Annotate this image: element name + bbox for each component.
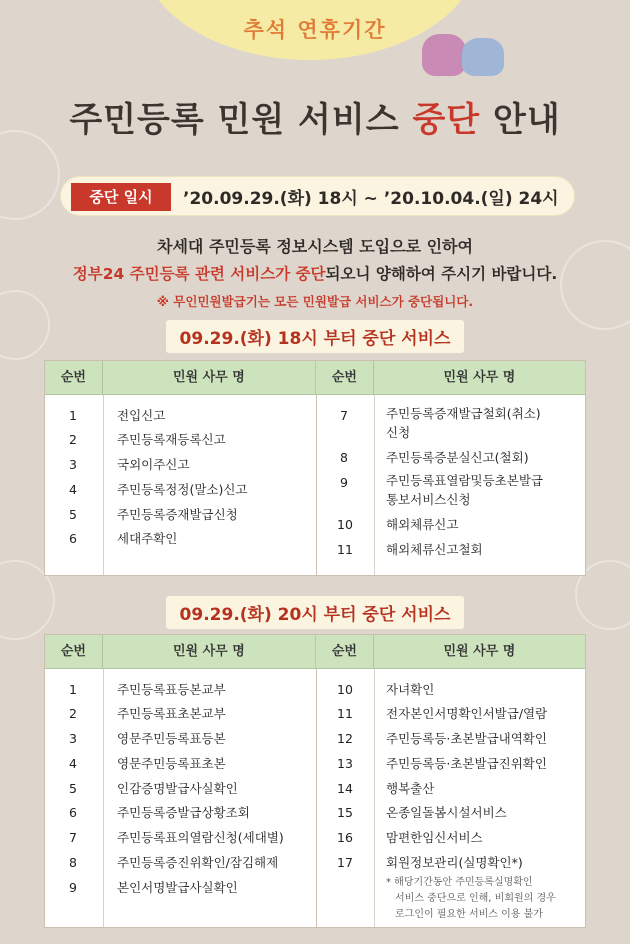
table-header xyxy=(45,361,585,395)
row-name: 주민등록등·초본발급내역확인 xyxy=(386,731,547,746)
row-name: 주민등록표의열람신청(세대별) xyxy=(117,830,284,845)
header-service: 민원 사무 명 xyxy=(103,361,316,394)
header-service: 민원 사무 명 xyxy=(443,644,516,659)
notice-red-text: 정부24 주민등록 관련 서비스가 중단 xyxy=(72,265,326,283)
row-name: 국외이주신고 xyxy=(117,457,190,472)
row-no: 14 xyxy=(337,781,353,796)
col-divider xyxy=(374,669,375,927)
date-label: 중단 일시 xyxy=(71,183,171,211)
date-banner xyxy=(60,176,575,216)
row-no: 3 xyxy=(69,457,77,472)
row-name: 주민등록정정(말소)신고 xyxy=(117,482,248,497)
table-header xyxy=(45,635,585,669)
row-name: 온종일돌봄시설서비스 xyxy=(386,805,507,820)
row-name: 맘편한임신서비스 xyxy=(386,830,483,845)
row-no: 4 xyxy=(69,756,77,771)
row-no: 16 xyxy=(337,830,353,845)
row-name: 주민등록표열람및등초본발급 xyxy=(386,473,543,488)
col-divider xyxy=(103,669,104,927)
header-service: 민원 사무 명 xyxy=(103,635,316,668)
row-no: 7 xyxy=(340,408,348,423)
footnote-line: 서비스 중단으로 인해, 비회원의 경우 xyxy=(395,893,556,904)
page-title xyxy=(0,92,630,141)
footnote-line: 로그인이 필요한 서비스 이용 불가 xyxy=(395,909,543,920)
row-no: 12 xyxy=(337,731,353,746)
section2-table xyxy=(44,634,586,928)
row-no: 9 xyxy=(69,880,77,895)
row-name: 주민등록등·초본발급진위확인 xyxy=(386,756,547,771)
row-name-cont: 통보서비스신청 xyxy=(386,492,471,507)
row-no: 10 xyxy=(337,682,353,697)
row-name: 주민등록표초본교부 xyxy=(117,706,226,721)
header-no: 순번 xyxy=(316,361,374,394)
col-divider xyxy=(374,395,375,575)
date-range: ’20.09.29.(화) 18시 ~ ’20.10.04.(일) 24시 xyxy=(183,189,559,209)
row-no: 1 xyxy=(69,408,77,423)
row-no: 2 xyxy=(69,432,77,447)
row-no: 17 xyxy=(337,855,353,870)
footnote-line: * 해당기간동안 주민등록실명확인 xyxy=(386,877,533,888)
title-part1: 주민등록 민원 서비스 xyxy=(69,100,400,140)
section1-title xyxy=(0,320,630,353)
row-name: 세대주확인 xyxy=(117,531,178,546)
row-name: 주민등록증분실신고(철회) xyxy=(386,450,529,465)
section1-title-text: 09.29.(화) 18시 부터 중단 서비스 xyxy=(166,320,465,353)
title-part2: 안내 xyxy=(492,100,561,140)
row-no: 13 xyxy=(337,756,353,771)
row-name: 영문주민등록표등본 xyxy=(117,731,226,746)
row-name: 주민등록증재발급신청 xyxy=(117,507,238,522)
header-no: 순번 xyxy=(316,635,374,668)
row-name: 전입신고 xyxy=(117,408,166,423)
kiosk-note: ※ 무인민원발급기는 모든 민원발급 서비스가 중단됩니다. xyxy=(156,294,474,309)
row-name: 회원정보관리(실명확인*) xyxy=(386,855,523,870)
title-red-word: 중단 xyxy=(412,100,481,140)
row-no: 3 xyxy=(69,731,77,746)
col-divider xyxy=(103,395,104,575)
row-name: 자녀확인 xyxy=(386,682,435,697)
row-name: 주민등록재등록신고 xyxy=(117,432,226,447)
row-no: 10 xyxy=(337,517,353,532)
row-no: 9 xyxy=(340,475,348,490)
notice-line2 xyxy=(0,262,630,284)
row-name: 주민등록표등본교부 xyxy=(117,682,226,697)
row-name: 해외체류신고철회 xyxy=(386,542,483,557)
holiday-label: 추석 연휴기간 xyxy=(243,18,387,42)
row-no: 7 xyxy=(69,830,77,845)
header-service: 민원 사무 명 xyxy=(443,370,516,385)
col-divider xyxy=(316,669,317,927)
row-name: 주민등록증발급상황조회 xyxy=(117,805,250,820)
row-no: 2 xyxy=(69,706,77,721)
row-no: 6 xyxy=(69,531,77,546)
row-no: 11 xyxy=(337,542,353,557)
section1-table xyxy=(44,360,586,576)
row-no: 1 xyxy=(69,682,77,697)
row-name: 전자본인서명확인서발급/열람 xyxy=(386,706,548,721)
row-no: 5 xyxy=(69,507,77,522)
row-no: 4 xyxy=(69,482,77,497)
row-no: 8 xyxy=(340,450,348,465)
col-divider xyxy=(316,395,317,575)
row-no: 15 xyxy=(337,805,353,820)
notice-rest-text: 되오니 양해하여 주시기 바랍니다. xyxy=(325,265,558,283)
header-no: 순번 xyxy=(45,635,103,668)
row-no: 6 xyxy=(69,805,77,820)
row-no: 5 xyxy=(69,781,77,796)
section2-title xyxy=(0,596,630,629)
row-name-cont: 신청 xyxy=(386,425,411,440)
row-name: 행복출산 xyxy=(386,781,435,796)
row-name: 해외체류신고 xyxy=(386,517,459,532)
row-name: 주민등록증진위확인/잠김해제 xyxy=(117,855,279,870)
header-no: 순번 xyxy=(45,361,103,394)
row-name: 인감증명발급사실확인 xyxy=(117,781,238,796)
pattern-circle xyxy=(0,130,60,220)
row-name: 영문주민등록표초본 xyxy=(117,756,226,771)
notice-line1: 차세대 주민등록 정보시스템 도입으로 인하여 xyxy=(157,237,473,256)
row-name: 본인서명발급사실확인 xyxy=(117,880,238,895)
row-no: 8 xyxy=(69,855,77,870)
section2-title-text: 09.29.(화) 20시 부터 중단 서비스 xyxy=(166,596,465,629)
row-name: 주민등록증재발급철회(취소) xyxy=(386,406,541,421)
row-no: 11 xyxy=(337,706,353,721)
